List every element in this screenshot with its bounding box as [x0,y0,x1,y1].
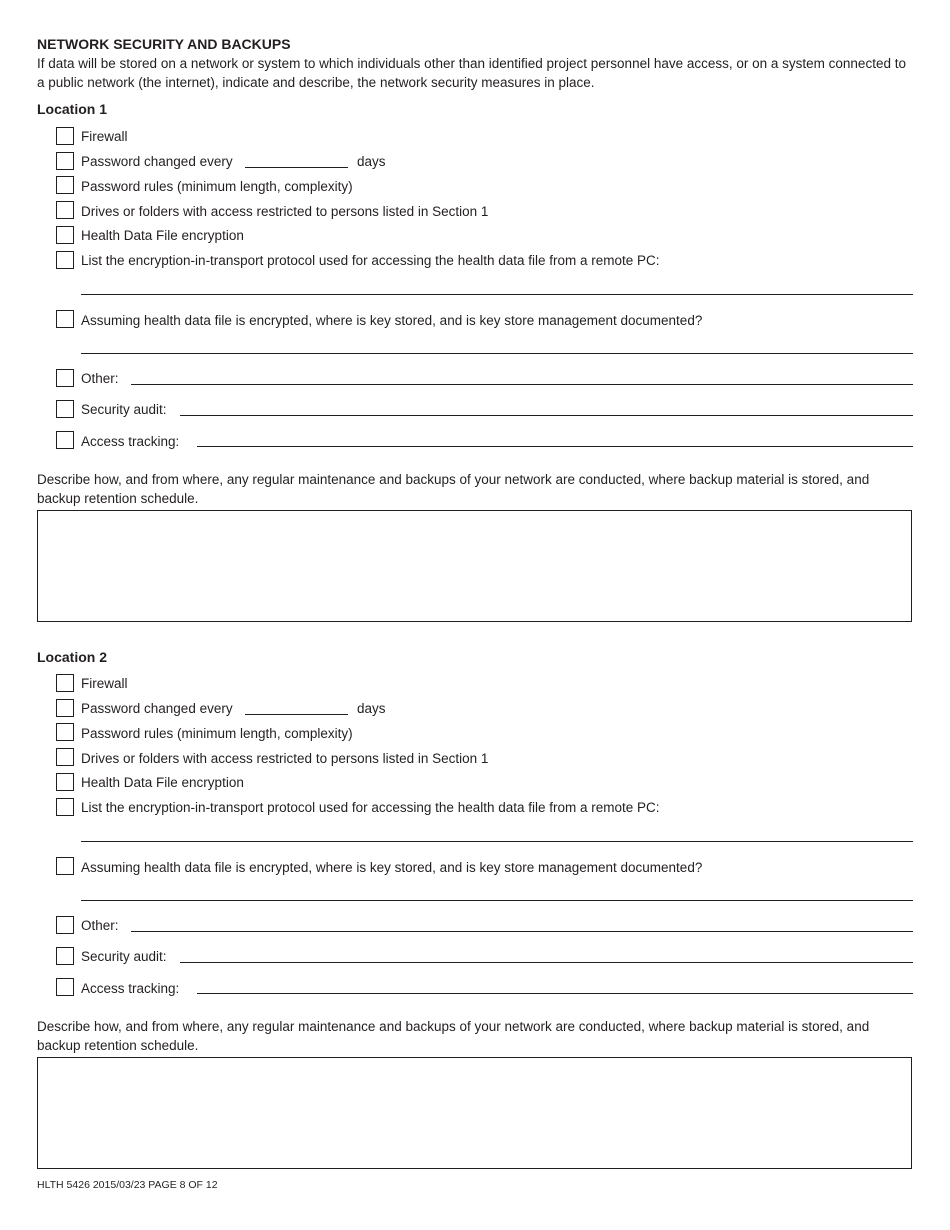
page-footer: HLTH 5426 2015/03/23 PAGE 8 OF 12 [37,1179,218,1191]
loc2-key-field[interactable] [81,900,913,901]
loc2-password-days-field[interactable] [245,714,348,715]
loc1-tracking-checkbox[interactable] [56,431,74,449]
loc1-transport-label: List the encryption-in-transport protocol used for accessing the health data file from a remote PC: [81,253,660,268]
loc2-other-label: Other: [81,918,119,933]
loc2-maintenance-box[interactable] [37,1057,912,1169]
loc1-audit-checkbox[interactable] [56,400,74,418]
loc2-audit-label: Security audit: [81,949,167,964]
loc1-days-label: days [357,154,386,169]
loc1-key-checkbox[interactable] [56,310,74,328]
loc1-password-changed-checkbox[interactable] [56,152,74,170]
loc2-password-rules-checkbox[interactable] [56,723,74,741]
loc2-drives-checkbox[interactable] [56,748,74,766]
loc2-password-changed-checkbox[interactable] [56,699,74,717]
loc1-other-field[interactable] [131,384,913,385]
loc2-encryption-checkbox[interactable] [56,773,74,791]
loc1-encryption-checkbox[interactable] [56,226,74,244]
loc1-key-field[interactable] [81,353,913,354]
loc2-password-rules-label: Password rules (minimum length, complexity) [81,726,353,741]
loc2-transport-label: List the encryption-in-transport protocol used for accessing the health data file from a remote PC: [81,800,660,815]
loc2-other-field[interactable] [131,931,913,932]
loc2-days-label: days [357,701,386,716]
loc2-audit-checkbox[interactable] [56,947,74,965]
loc1-firewall-label: Firewall [81,129,128,144]
loc1-encryption-label: Health Data File encryption [81,228,244,243]
loc2-tracking-field[interactable] [197,993,913,994]
loc2-maintenance-text: Describe how, and from where, any regular maintenance and backups of your network are conducted, where backup material is stored, and backup retention schedule. [37,1019,870,1053]
loc1-tracking-label: Access tracking: [81,434,180,449]
loc1-transport-checkbox[interactable] [56,251,74,269]
loc1-firewall-checkbox[interactable] [56,127,74,145]
loc2-other-checkbox[interactable] [56,916,74,934]
loc1-maintenance-text: Describe how, and from where, any regular maintenance and backups of your network are conducted, where backup material is stored, and backup retention schedule. [37,472,870,506]
loc2-firewall-label: Firewall [81,676,128,691]
loc1-audit-field[interactable] [180,415,913,416]
loc1-tracking-field[interactable] [197,446,913,447]
loc1-password-rules-label: Password rules (minimum length, complexity) [81,179,353,194]
loc1-other-checkbox[interactable] [56,369,74,387]
location-1-heading: Location 1 [37,101,108,117]
loc2-key-checkbox[interactable] [56,857,74,875]
loc1-password-rules-checkbox[interactable] [56,176,74,194]
location-2-heading: Location 2 [37,649,108,665]
loc1-drives-label: Drives or folders with access restricted to persons listed in Section 1 [81,204,489,219]
loc1-audit-label: Security audit: [81,402,167,417]
loc1-maintenance-box[interactable] [37,510,912,622]
loc2-firewall-checkbox[interactable] [56,674,74,692]
loc1-password-changed-label: Password changed every [81,154,233,169]
loc1-drives-checkbox[interactable] [56,201,74,219]
page-title: NETWORK SECURITY AND BACKUPS [37,36,291,52]
loc2-tracking-label: Access tracking: [81,981,180,996]
loc1-transport-field[interactable] [81,294,913,295]
loc2-drives-label: Drives or folders with access restricted to persons listed in Section 1 [81,751,489,766]
loc2-transport-field[interactable] [81,841,913,842]
loc2-encryption-label: Health Data File encryption [81,775,244,790]
loc2-tracking-checkbox[interactable] [56,978,74,996]
loc2-audit-field[interactable] [180,962,913,963]
loc2-transport-checkbox[interactable] [56,798,74,816]
loc2-password-changed-label: Password changed every [81,701,233,716]
loc2-key-label: Assuming health data file is encrypted, where is key stored, and is key store management documented? [81,860,703,875]
intro-text: If data will be stored on a network or system to which individuals other than identified project personnel have access, or on a system connected to a public network (the internet), indicate and describe, the network security measures in place. [37,56,906,90]
loc1-password-days-field[interactable] [245,167,348,168]
loc1-other-label: Other: [81,371,119,386]
loc1-key-label: Assuming health data file is encrypted, where is key stored, and is key store management documented? [81,313,703,328]
